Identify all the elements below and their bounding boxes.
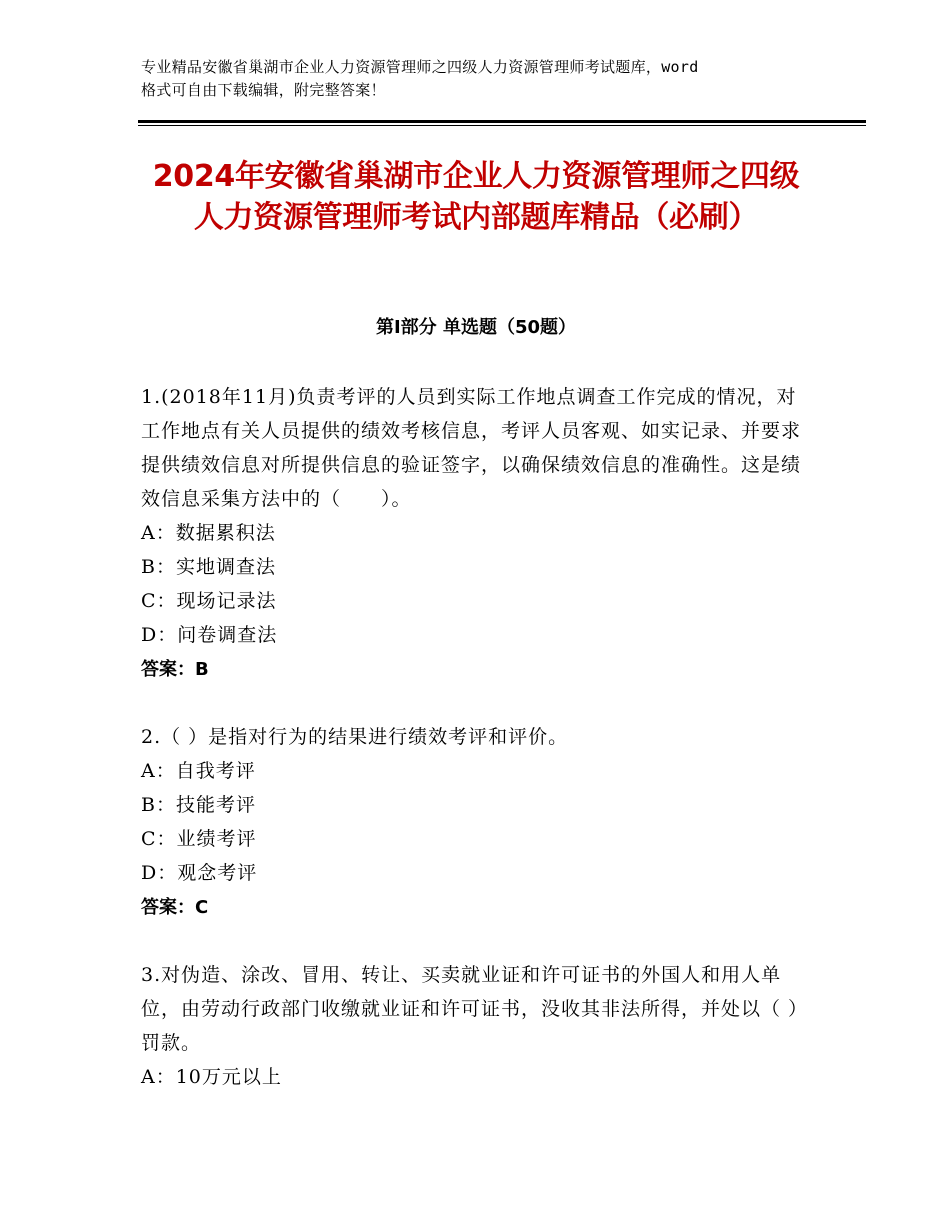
question-option: C：现场记录法 (141, 590, 277, 612)
question-item (141, 958, 801, 1094)
question-list (141, 380, 801, 1126)
question-item (141, 720, 801, 926)
header-rule-thin (138, 125, 866, 126)
question-option: C：业绩考评 (141, 828, 257, 850)
header-note (141, 56, 831, 102)
section-title: 第Ⅰ部分 单选题（50题） (375, 317, 576, 338)
document-title: 2024年安徽省巢湖市企业人力资源管理师之四级人力资源管理师考试内部题库精品（必刷） (152, 159, 800, 235)
header-rule-thick (138, 120, 866, 123)
question-option: D：观念考评 (141, 862, 258, 884)
question-option: A：自我考评 (141, 760, 256, 782)
question-answer: 答案：B (141, 659, 209, 680)
question-stem: 2.（ ）是指对行为的结果进行绩效考评和评价。 (141, 726, 569, 748)
question-stem: 1.(2018年11月)负责考评的人员到实际工作地点调查工作完成的情况，对工作地点有关人员提供的绩效考核信息，考评人员客观、如实记录、并要求提供绩效信息对所提供信息的验证签字，以确保绩效信息的准确性。这是绩效信息采集方法中的（ ）。 (141, 386, 802, 510)
question-option: A：10万元以上 (141, 1066, 282, 1088)
question-option: D：问卷调查法 (141, 624, 278, 646)
question-option: B：实地调查法 (141, 556, 276, 578)
question-item (141, 380, 801, 688)
header-note-line-1: 专业精品安徽省巢湖市企业人力资源管理师之四级人力资源管理师考试题库，word (141, 58, 699, 76)
question-answer: 答案：C (141, 897, 209, 918)
question-option: A：数据累积法 (141, 522, 276, 544)
question-option: B：技能考评 (141, 794, 256, 816)
question-stem: 3.对伪造、涂改、冒用、转让、买卖就业证和许可证书的外国人和用人单位，由劳动行政部门收缴就业证和许可证书，没收其非法所得，并处以（ ）罚款。 (141, 964, 799, 1054)
header-note-line-2: 格式可自由下载编辑，附完整答案！ (141, 81, 386, 99)
